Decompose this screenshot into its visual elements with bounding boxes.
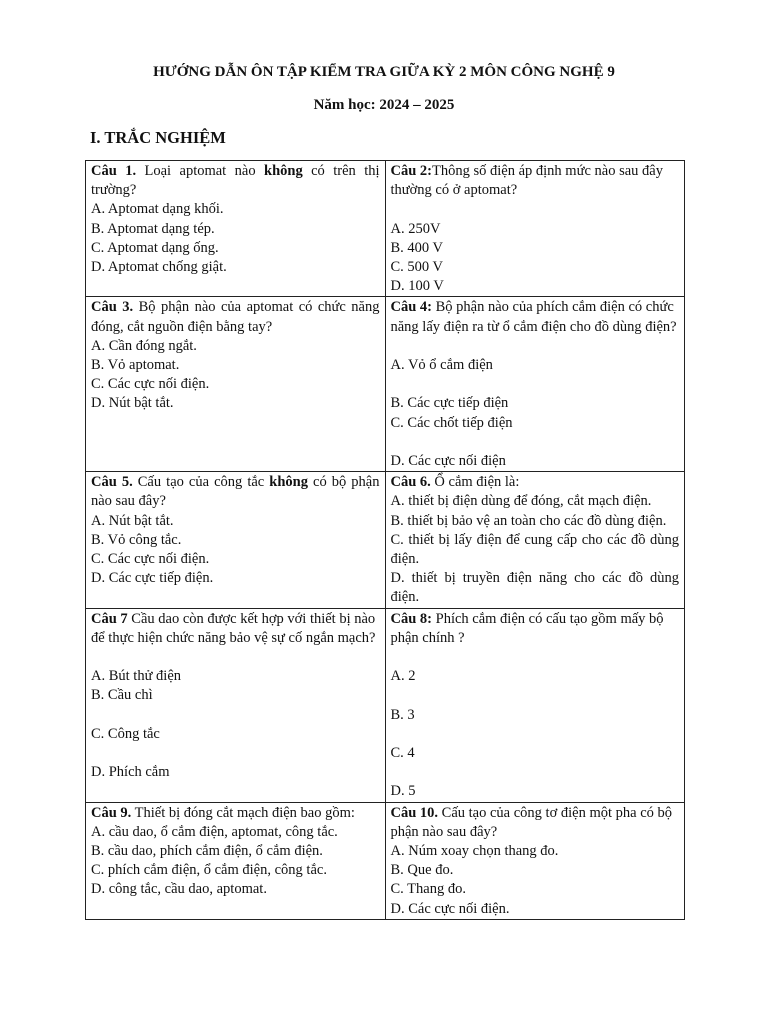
question-2 (385, 161, 685, 297)
answer-option: A. Bút thử điện (91, 668, 182, 685)
answer-option: B. 3 (390, 706, 415, 723)
answer-option: B. Que đo. (390, 862, 454, 879)
answer-option: A. 2 (390, 668, 416, 685)
answer-option: B. Aptomat dạng tép. (91, 220, 215, 237)
answer-option: D. công tắc, cầu dao, aptomat. (91, 881, 267, 898)
answer-option: B. Các cực tiếp điện (390, 395, 509, 412)
answer-option: C. thiết bị lấy điện để cung cấp cho các đồ dùng điện. (390, 531, 679, 567)
question-stem: Câu 10. Cấu tạo của công tơ điện một pha có bộ phận nào sau đây? (390, 804, 673, 840)
page-title: HƯỚNG DẪN ÔN TẬP KIỂM TRA GIỮA KỲ 2 MÔN CÔNG NGHỆ 9 (153, 64, 615, 80)
answer-option: D. 5 (390, 783, 416, 800)
question-label: Câu 4: (390, 299, 432, 316)
answer-option: C. phích cắm điện, ổ cắm điện, công tắc. (91, 862, 327, 879)
answer-option: A. Aptomat dạng khối. (91, 201, 224, 218)
answer-option: A. Vỏ ổ cắm điện (390, 357, 493, 373)
question-label: Câu 5. (91, 474, 133, 491)
answer-option: C. 500 V (390, 259, 444, 275)
answer-option: B. thiết bị bảo vệ an toàn cho các đồ dùng điện. (390, 512, 667, 529)
question-4 (385, 297, 685, 472)
section-heading: I. TRẮC NGHIỆM (90, 128, 226, 147)
answer-option: C. Aptomat dạng ống. (91, 239, 219, 256)
answer-option: D. thiết bị truyền điện năng cho các đồ dùng điện. (390, 570, 679, 606)
question-stem: Câu 5. Cấu tạo của công tắc không có bộ phận nào sau đây? (91, 474, 380, 510)
answer-option: C. Thang đo. (390, 881, 466, 898)
answer-option: D. 100 V (390, 278, 444, 295)
question-label: Câu 10. (390, 804, 439, 821)
question-label: Câu 1. (91, 163, 137, 179)
answer-option: D. Các cực nối điện (390, 452, 506, 469)
question-10 (385, 802, 685, 919)
question-label: Câu 8: (390, 610, 432, 627)
question-label: Câu 6. (390, 474, 431, 491)
question-stem: Câu 4: Bộ phận nào của phích cắm điện có chức năng lấy điện ra từ ổ cắm điện cho đồ dùng điện? (390, 299, 677, 335)
answer-option: A. cầu dao, ổ cắm điện, aptomat, công tắc. (91, 823, 338, 840)
answer-option: A. thiết bị điện dùng để đóng, cắt mạch điện. (390, 493, 652, 510)
answer-option: B. cầu dao, phích cắm điện, ổ cắm điện. (91, 842, 323, 859)
answer-option: C. Các cực nối điện. (91, 376, 210, 393)
question-1 (86, 161, 386, 297)
answer-option: B. 400 V (390, 239, 444, 256)
questions-table (85, 160, 685, 920)
question-stem: Câu 8: Phích cắm điện có cấu tạo gồm mấy bộ phận chính ? (390, 610, 664, 646)
table-row (86, 161, 685, 297)
question-label: Câu 2: (390, 163, 432, 179)
answer-option: B. Cầu chì (91, 687, 153, 704)
question-5 (86, 472, 386, 608)
answer-option: A. Cần đóng ngắt. (91, 337, 197, 354)
answer-option: C. Các cực nối điện. (91, 551, 210, 567)
answer-option: D. Các cực tiếp điện. (91, 570, 214, 587)
answer-option: D. Aptomat chống giật. (91, 259, 227, 276)
answer-option: A. Nút bật tắt. (91, 512, 174, 529)
question-stem: Câu 6. Ổ cắm điện là: (390, 474, 520, 491)
emphasis-text: không (269, 474, 308, 491)
answer-option: A. Núm xoay chọn thang đo. (390, 842, 559, 859)
answer-option: D. Phích cắm (91, 764, 170, 781)
answer-option: D. Nút bật tắt. (91, 395, 174, 412)
table-row (86, 608, 685, 802)
table-row (86, 297, 685, 472)
table-row (86, 802, 685, 919)
question-9 (86, 802, 386, 919)
question-7 (86, 608, 386, 802)
answer-option: A. 250V (390, 220, 441, 237)
question-8 (385, 608, 685, 802)
answer-option: B. Vỏ công tắc. (91, 531, 182, 548)
question-3 (86, 297, 386, 472)
answer-option: C. 4 (390, 744, 415, 761)
question-stem: Câu 9. Thiết bị đóng cắt mạch điện bao gồm: (91, 804, 355, 821)
question-label: Câu 3. (91, 299, 134, 316)
answer-option: C. Công tắc (91, 725, 160, 742)
question-stem: Câu 2:Thông số điện áp định mức nào sau đây thường có ở aptomat? (390, 163, 663, 199)
question-stem: Câu 3. Bộ phận nào của aptomat có chức năng đóng, cắt nguồn điện bằng tay? (91, 299, 380, 335)
question-label: Câu 7 (91, 610, 128, 627)
question-stem: Câu 1. Loại aptomat nào không có trên thị trường? (91, 163, 380, 199)
question-label: Câu 9. (91, 804, 132, 821)
table-row (86, 472, 685, 608)
question-6 (385, 472, 685, 608)
answer-option: D. Các cực nối điện. (390, 900, 510, 917)
answer-option: B. Vỏ aptomat. (91, 357, 180, 374)
school-year: Năm học: 2024 – 2025 (313, 97, 455, 113)
question-stem: Câu 7 Cầu dao còn được kết hợp với thiết bị nào để thực hiện chức năng bảo vệ sự cố ngắn mạch? (91, 610, 376, 646)
answer-option: C. Các chốt tiếp điện (390, 414, 513, 431)
emphasis-text: không (264, 163, 303, 179)
